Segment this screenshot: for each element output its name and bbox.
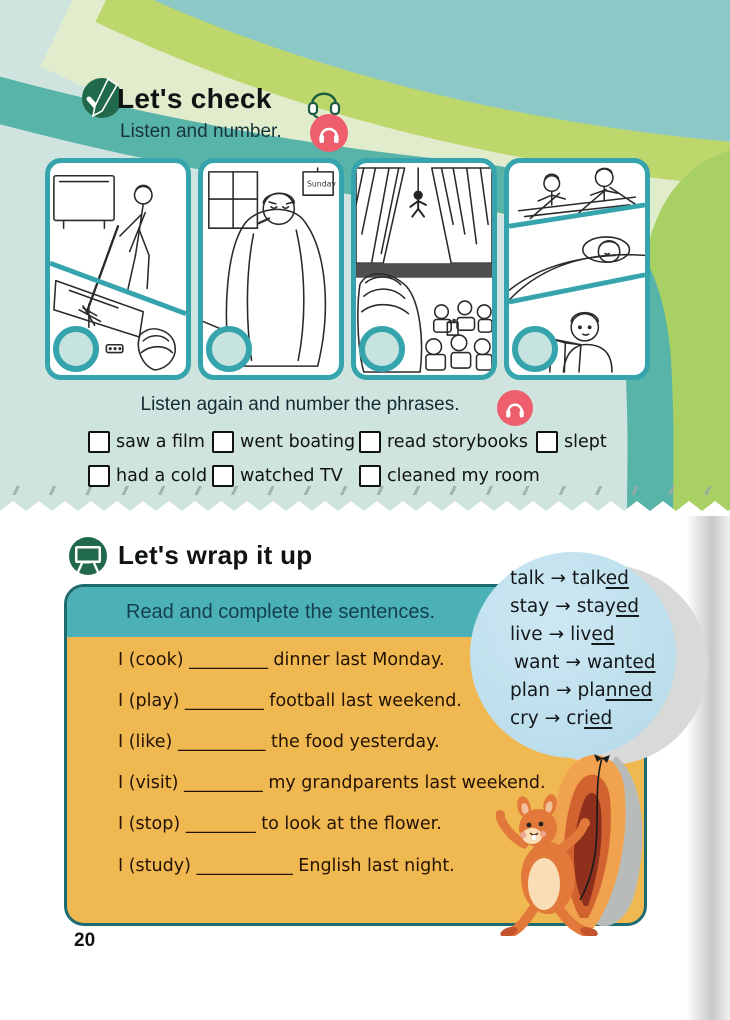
fill-in-sentence[interactable]: I (study) ___________ English last night. [118, 856, 455, 876]
lets-wrap-title: Let's wrap it up [118, 540, 313, 570]
phrase-item [88, 431, 205, 453]
page-number: 20 [74, 930, 96, 951]
blackboard-icon [68, 536, 110, 578]
balloon-string [560, 750, 640, 910]
fill-in-sentence[interactable]: I (visit) _________ my grandparents last weekend. [118, 773, 546, 793]
phrase-label: saw a film [116, 432, 205, 452]
verb-pair: live → lived [510, 624, 615, 645]
verb-pair: stay → stayed [510, 596, 640, 617]
panel-number-slot[interactable] [53, 326, 99, 372]
verb-pair: plan → planned [510, 680, 653, 701]
headphones-audio-icon[interactable] [310, 114, 348, 152]
panel-saw-a-film [351, 158, 497, 380]
zigzag-slash-marks [0, 486, 730, 495]
zigzag-divider [0, 498, 730, 518]
panel-number-slot[interactable] [512, 326, 558, 372]
listen-and-number-instruction: Listen and number. [120, 121, 282, 142]
phrase-checkbox[interactable] [212, 465, 234, 487]
listen-again-instruction: Listen again and number the phrases. [140, 394, 460, 415]
phrase-checkbox[interactable] [359, 431, 381, 453]
verb-pair: want → wanted [514, 652, 656, 673]
phrase-checkbox[interactable] [88, 465, 110, 487]
fill-in-sentence[interactable]: I (cook) _________ dinner last Monday. [118, 650, 445, 670]
calendar-label: Sunday [306, 179, 337, 189]
verb-pair: cry → cried [510, 708, 613, 729]
lets-check-title: Let's check [117, 83, 272, 114]
panel-number-slot[interactable] [206, 326, 252, 372]
phrase-label: read storybooks [387, 432, 528, 452]
phrase-checkbox[interactable] [359, 465, 381, 487]
panel-had-a-cold [198, 158, 344, 380]
headphones-audio-icon[interactable] [497, 390, 533, 426]
phrase-label: cleaned my room [387, 466, 540, 486]
fill-in-sentence[interactable]: I (play) _________ football last weekend. [118, 691, 462, 711]
panel-number-slot[interactable] [359, 326, 405, 372]
phrase-item [536, 431, 607, 453]
phrase-label: slept [564, 432, 607, 452]
phrase-label: watched TV [240, 466, 343, 486]
fill-in-sentence[interactable]: I (stop) ________ to look at the flower. [118, 814, 442, 834]
phrase-item [88, 465, 207, 487]
phrase-label: went boating [240, 432, 356, 452]
phrase-item [359, 465, 540, 487]
verb-pair: talk → talked [510, 568, 629, 589]
fill-in-sentence[interactable]: I (like) __________ the food yesterday. [118, 732, 440, 752]
panel-cleaned-room-watched-tv [45, 158, 191, 380]
phrase-item [359, 431, 528, 453]
phrase-label: had a cold [116, 466, 208, 486]
read-complete-instruction: Read and complete the sentences. [67, 587, 644, 637]
panel-boating-slept-read [504, 158, 650, 380]
page-edge-shadow [686, 516, 730, 1020]
phrase-checkbox[interactable] [212, 431, 234, 453]
phrase-item [212, 465, 343, 487]
phrase-checkbox[interactable] [88, 431, 110, 453]
phrase-checkbox[interactable] [536, 431, 558, 453]
phrase-item [212, 431, 355, 453]
